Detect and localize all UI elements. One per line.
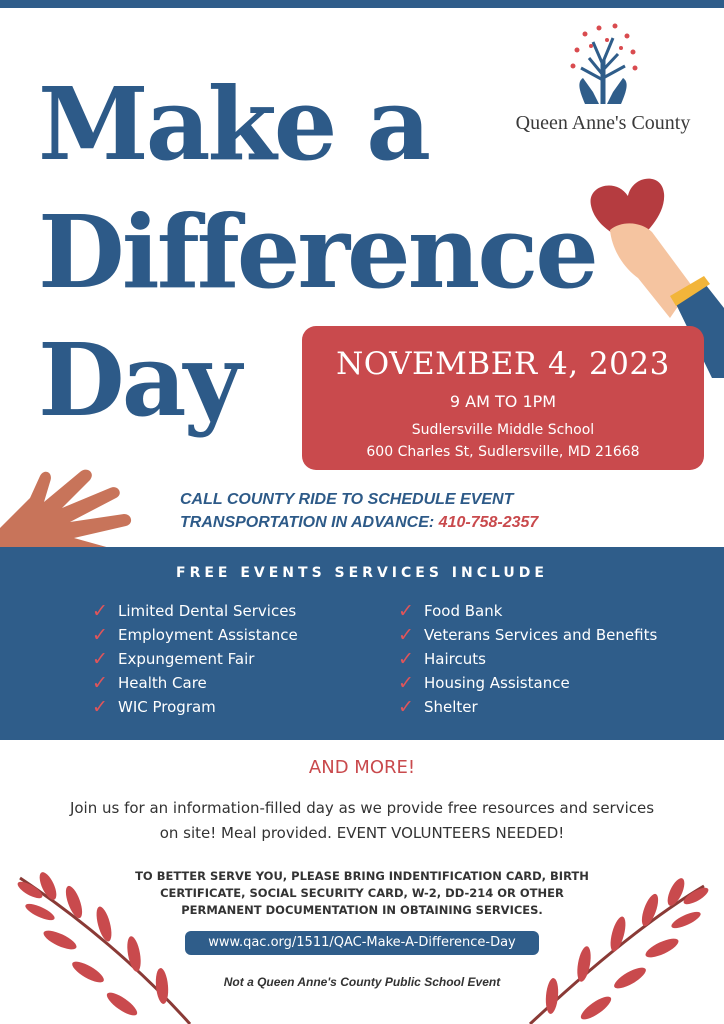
checkmark-icon: ✓ [398,624,414,646]
checkmark-icon: ✓ [92,648,108,670]
transportation-notice [180,488,700,534]
service-item: ✓ Veterans Services and Benefits [398,624,658,646]
services-list-left [92,599,298,719]
service-item: ✓ Housing Assistance [398,672,570,694]
checkmark-icon: ✓ [398,600,414,622]
county-ride-phone[interactable]: 410-758-2357 [438,514,539,531]
invitation-text: Join us for an information-filled day as we provide free resources and services on site! Meal provided. EVENT VOLUNTEERS NEEDED! [69,799,655,842]
checkmark-icon: ✓ [398,696,414,718]
tree-hands-logo-icon [563,20,643,108]
title-line-2: Difference [38,193,596,311]
checkmark-icon: ✓ [398,672,414,694]
event-address: 600 Charles St, Sudlersville, MD 21668 [366,444,640,460]
checkmark-icon: ✓ [92,672,108,694]
service-item: ✓ Haircuts [398,648,486,670]
services-panel [0,547,724,740]
checkmark-icon: ✓ [92,696,108,718]
logo-label: Queen Anne's County [515,112,691,134]
event-time: 9 AM TO 1PM [449,392,557,411]
service-item: ✓ Limited Dental Services [92,600,297,622]
checkmark-icon: ✓ [92,624,108,646]
disclaimer-text: Not a Queen Anne's County Public School Event [223,975,501,989]
service-item: ✓ Employment Assistance [92,624,298,646]
title-line-3: Day [38,321,239,439]
services-heading: FREE EVENTS SERVICES INCLUDE [176,565,548,581]
service-item: ✓ Expungement Fair [92,648,255,670]
transport-line-2: TRANSPORTATION IN ADVANCE: [180,514,435,531]
and-more-text: AND MORE! [308,757,416,778]
event-url-link[interactable]: www.qac.org/1511/QAC-Make-A-Difference-Day [185,931,539,955]
title-line-1: Make a [38,65,429,183]
event-venue: Sudlersville Middle School [411,422,595,438]
checkmark-icon: ✓ [398,648,414,670]
service-item: ✓ WIC Program [92,696,216,718]
service-item: ✓ Food Bank [398,600,503,622]
event-details-box [302,326,704,470]
event-date: NOVEMBER 4, 2023 [336,346,670,382]
service-item: ✓ Health Care [92,672,207,694]
service-item: ✓ Shelter [398,696,478,718]
leaf-branch-left-icon [0,868,220,1024]
top-accent-bar [0,0,724,8]
services-list-right [398,599,657,719]
county-logo [508,20,698,140]
leaf-branch-right-icon [490,878,724,1024]
transport-line-1: CALL COUNTY RIDE TO SCHEDULE EVENT [180,491,514,508]
checkmark-icon: ✓ [92,600,108,622]
documents-notice: TO BETTER SERVE YOU, PLEASE BRING INDENTIFICATION CARD, BIRTH CERTIFICATE, SOCIAL SECURITY CARD, W-2, DD-214 OR OTHER PERMANENT DOCUMENTATION IN OBTAINING SERVICES. [135,869,589,917]
